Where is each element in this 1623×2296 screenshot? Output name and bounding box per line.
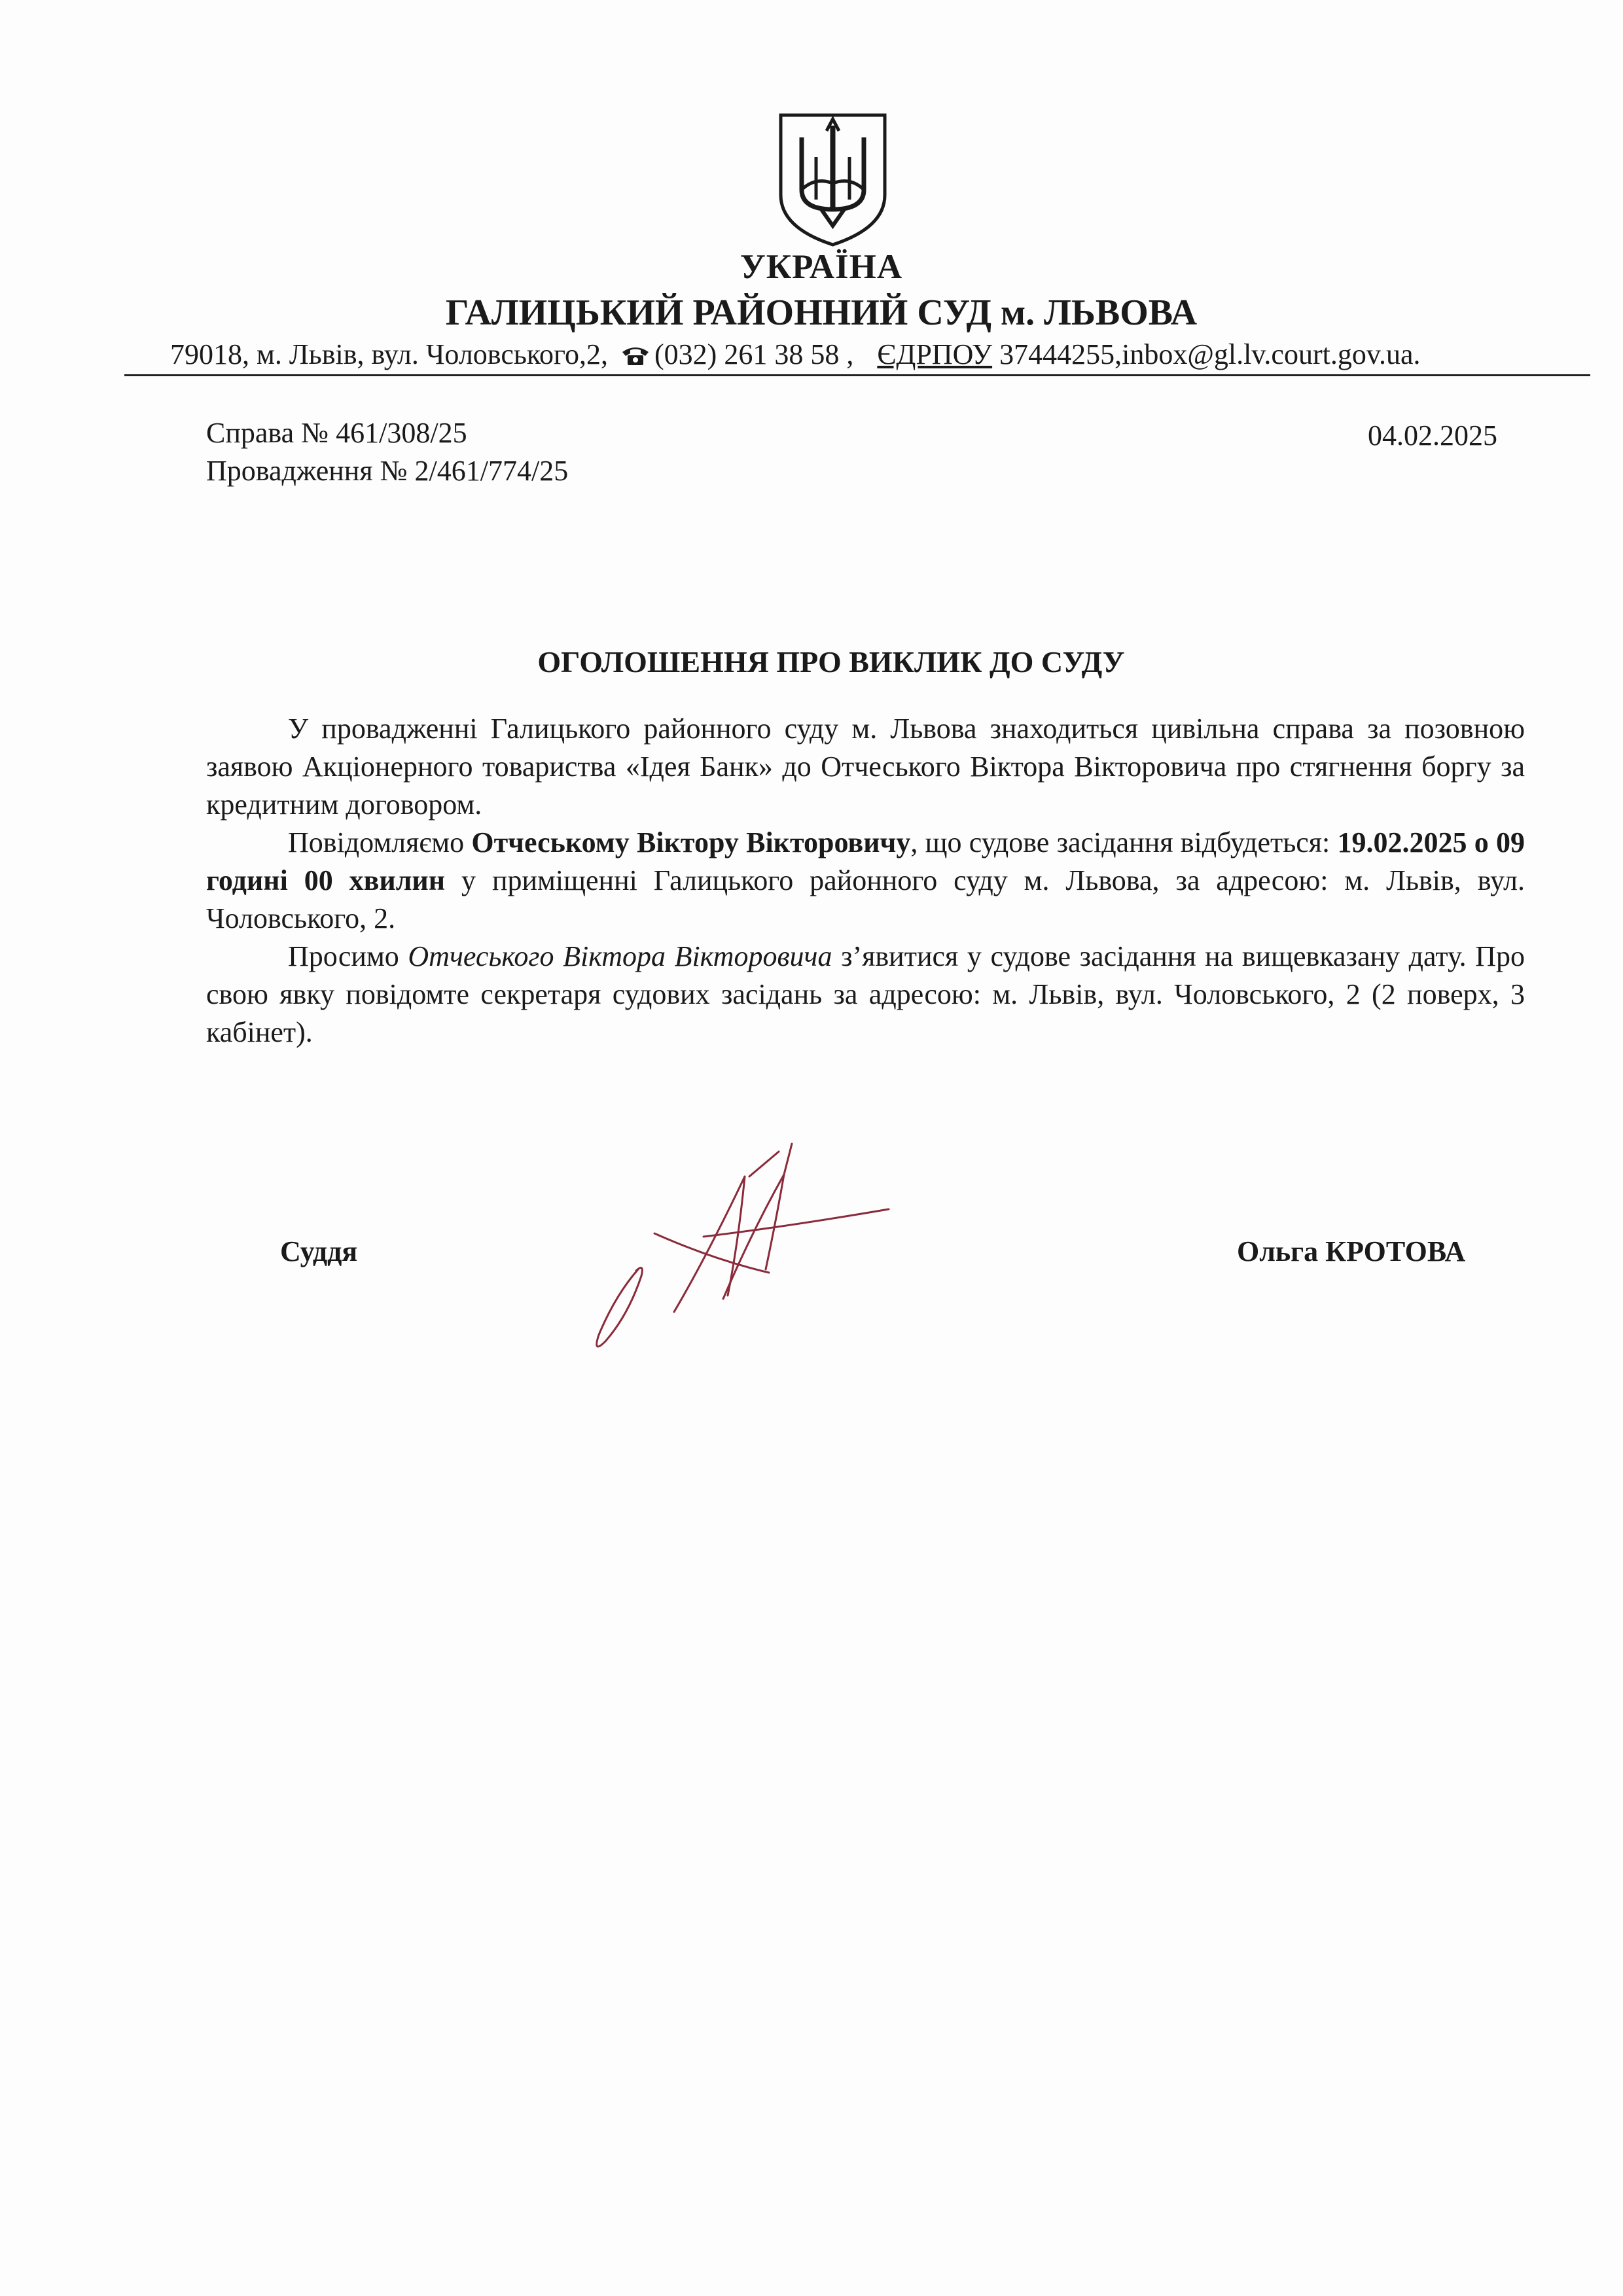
country-heading: УКРАЇНА <box>740 248 903 286</box>
court-phone: (032) 261 38 58 , <box>654 338 854 370</box>
case-reference <box>206 414 568 490</box>
edrpou-and-email: 37444255,inbox@gl.lv.court.gov.ua. <box>999 338 1421 370</box>
judge-name: Ольга КРОТОВА <box>1237 1235 1466 1267</box>
court-contacts <box>170 338 1584 371</box>
paragraph-case-info: У провадженні Галицького районного суду м. Львова знаходиться цивільна справа за позовною заявою Акціонерного товариства «Ідея Банк» до Отчеського Віктора Вікторовича про стягнення боргу за кредитним договором. <box>206 713 1525 821</box>
paragraph-hearing-notice <box>206 824 1525 938</box>
document-body <box>206 710 1525 1051</box>
case-number: Справа № 461/308/25 <box>206 417 467 449</box>
text-fragment: з’явитися у судове засідання на вищевказану дату. Про свою явку повідомте секретаря судових засідань за адресою: м. Львів, вул. Чоловського, 2 (2 поверх, 3 кабінет). <box>206 940 1525 1048</box>
telephone-icon <box>620 344 651 366</box>
court-heading: ГАЛИЦЬКИЙ РАЙОННИЙ СУД м. ЛЬВОВА <box>445 292 1198 333</box>
edrpou-label: ЄДРПОУ <box>877 338 993 370</box>
proceeding-number: Провадження № 2/461/774/25 <box>206 455 569 487</box>
text-fragment: Просимо <box>288 940 408 972</box>
judge-role-label: Суддя <box>280 1235 358 1267</box>
defendant-name-italic: Отчеського Віктора Вікторовича <box>408 940 832 972</box>
text-fragment: у приміщенні Галицького районного суду м. Львова, за адресою: м. Львів, вул. Чоловського, 2. <box>206 864 1525 934</box>
defendant-name-bold: Отчеському Віктору Вікторовичу <box>471 826 911 858</box>
text-fragment: , що судове засідання відбудеться: <box>910 826 1338 858</box>
court-address: 79018, м. Львів, вул. Чоловського,2, <box>170 338 609 370</box>
handwritten-signature-icon <box>576 1099 916 1361</box>
header-divider <box>124 374 1590 376</box>
trident-coat-of-arms-icon <box>776 111 890 249</box>
hearing-datetime: 19.02.2025 о 09 годині 00 хвилин <box>206 826 1525 896</box>
document-title: ОГОЛОШЕННЯ ПРО ВИКЛИК ДО СУДУ <box>537 645 1125 679</box>
paragraph-request <box>206 938 1525 1051</box>
document-date: 04.02.2025 <box>1368 419 1497 451</box>
text-fragment: Повідомляємо <box>288 826 472 858</box>
